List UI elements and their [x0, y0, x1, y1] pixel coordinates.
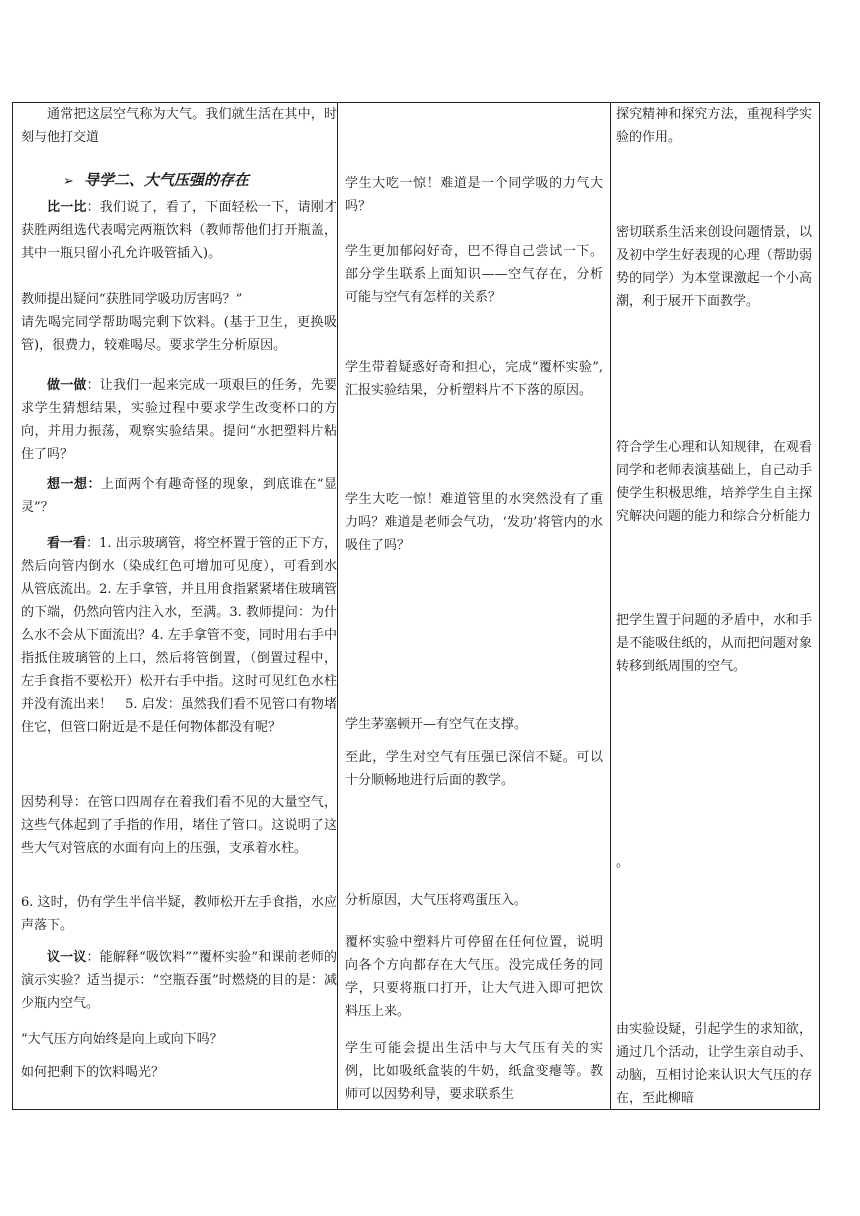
student-reaction-8: 覆杯实验中塑料片可停留在任何位置，说明向各个方向都存在大气压。没完成任务的同学，只要将瓶口打开，让大气进入即可把饮料压上来。 — [345, 935, 603, 1019]
teacher-activity-column — [13, 103, 337, 1109]
think-text: 上面两个有趣奇怪的现象，到底谁在“显灵”？ — [21, 477, 337, 515]
intro-text: 通常把这层空气称为大气。我们就生活在其中，时刻与他打交道 — [21, 107, 337, 145]
student-reaction-2: 学生更加郁闷好奇，巴不得自己尝试一下。部分学生联系上面知识——空气存在，分析可能与空气有怎样的关系？ — [345, 244, 603, 305]
student-reaction-6: 至此，学生对空气有压强已深信不疑。可以十分顺畅地进行后面的教学。 — [345, 750, 603, 788]
student-reaction-3: 学生带着疑惑好奇和担心，完成“覆杯实验”,汇报实验结果，分析塑料片不下落的原因。 — [345, 360, 603, 398]
section-heading — [63, 169, 333, 193]
guide-paragraph: 因势利导：在管口四周存在着我们看不见的大量空气，这些气体起到了手指的作用，堵住了管口。这说明了这些大气对管底的水面有向上的压强，支承着水柱。 — [21, 795, 337, 856]
step6-paragraph: 6. 这时，仍有学生半信半疑，教师松开左手食指，水应声落下。 — [21, 895, 337, 933]
student-reaction-9: 学生可能会提出生活中与大气压有关的实例，比如吸纸盒装的牛奶，纸盒变瘪等。教师可以因势利导，要求联系生 — [345, 1041, 603, 1102]
discuss-text: ：能解释“吸饮料””覆杯实验”和课前老师的演示实验？适当提示：“空瓶吞蛋”时燃烧的目的是：减少瓶内空气。 — [21, 950, 337, 1011]
direction-question: “大气压方向始终是向上或向下吗？ — [21, 1032, 223, 1047]
student-activity-column — [337, 103, 610, 1109]
design-intent-1: 探究精神和探究方法，重视科学实验的作用。 — [616, 107, 812, 145]
design-intent-2: 密切联系生活来创设问题情景，以及初中学生好表现的心理（帮助弱势的同学）为本堂课激起一个小高潮，利于展开下面教学。 — [616, 225, 812, 309]
arrow-bullet-icon: ➢ — [63, 174, 74, 189]
teacher-request: 请先喝完同学帮助喝完剩下饮料。(基于卫生，更换吸管)，很费力，较难喝尽。要求学生分析原因。 — [21, 315, 337, 353]
think-paragraph — [21, 473, 337, 519]
compare-label: 比一比 — [47, 200, 87, 215]
student-reaction-1: 学生大吃一惊！难道是一个同学吸的力气大吗？ — [345, 176, 603, 214]
teacher-question: 教师提出疑问“获胜同学吸功厉害吗？” — [21, 292, 243, 307]
design-intent-4: 把学生置于问题的矛盾中，水和手是不能吸住纸的，从而把问题对象转移到纸周围的空气。 — [616, 613, 812, 674]
drink-question: 如何把剩下的饮料喝光？ — [21, 1065, 165, 1080]
do-paragraph — [21, 374, 337, 466]
student-reaction-5: 学生茅塞顿开—有空气在支撑。 — [345, 717, 528, 732]
discuss-label: 议一议 — [47, 950, 87, 965]
do-text: ：让我们一起来完成一项艰巨的任务，先要求学生猜想结果，实验过程中要求学生改变杯口的方向，并用力振荡，观察实验结果。提问“水把塑料片粘住了吗？ — [21, 378, 337, 462]
design-intent-6: 由实验设疑，引起学生的求知欲，通过几个活动，让学生亲自动手、动脑，互相讨论来认识大气压的存在，至此柳暗 — [616, 1022, 812, 1106]
student-reaction-7: 分析原因，大气压将鸡蛋压入。 — [345, 893, 528, 908]
compare-paragraph — [21, 196, 337, 265]
design-intent-column — [610, 103, 819, 1109]
design-intent-5: 。 — [616, 855, 630, 870]
look-label: 看一看 — [47, 536, 87, 551]
discuss-paragraph — [21, 946, 337, 1015]
student-reaction-4: 学生大吃一惊！难道管里的水突然没有了重力吗？难道是老师会气功，‘发功’将管内的水吸住了吗？ — [345, 492, 603, 553]
do-label: 做一做 — [47, 378, 87, 393]
look-paragraph — [21, 532, 337, 739]
compare-text: ：我们说了，看了，下面轻松一下，请刚才获胜两组选代表喝完两瓶饮料（教师帮他们打开瓶盖，其中一瓶只留小孔允许吸管插入)。 — [21, 200, 337, 261]
lesson-table — [12, 102, 820, 1110]
think-label: 想一想： — [47, 477, 101, 492]
design-intent-3: 符合学生心理和认知规律，在观看同学和老师表演基础上，自己动手使学生积极思维，培养学生自主探究解决问题的能力和综合分析能力 — [616, 440, 812, 524]
look-text: ：1. 出示玻璃管，将空杯置于管的正下方，然后向管内倒水（染成红色可增加可见度），可看到水从管底流出。2. 左手拿管，并且用食指紧紧堵住玻璃管的下端，仍然向管内注入水，至满。3. 教师提问：为什么水不会从下面流出？4. 左手拿管不变，同时用右手中指抵住玻璃管的上口，然后将管倒置，（倒置过程中，左手食指不要松开）松开右手中指。这时可见红色水柱并没有流出来！ 5. 启发：虽然我们看不见管口有物堵住它，但管口附近是不是任何物体都没有呢？ — [21, 536, 337, 735]
section-heading-text: 导学二、大气压强的存在 — [83, 171, 249, 189]
